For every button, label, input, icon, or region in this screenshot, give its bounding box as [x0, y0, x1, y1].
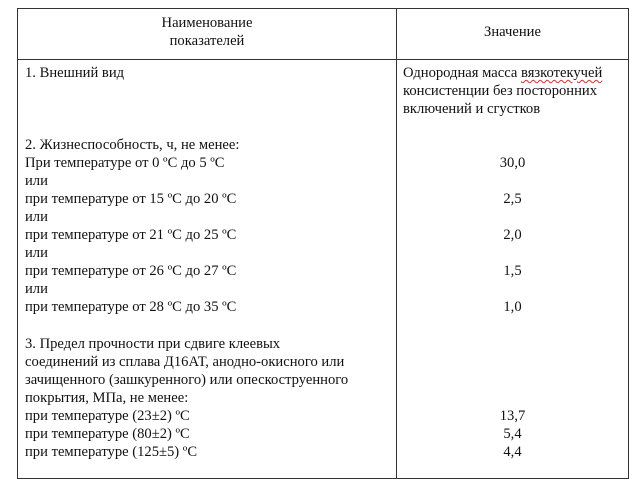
section2-row-label: При температуре от 0 ºС до 5 ºС: [25, 155, 225, 171]
section2-or: или: [25, 281, 48, 297]
section1-value-line1: [403, 64, 602, 82]
section2-row-label: при температуре от 21 ºС до 25 ºС: [25, 227, 237, 243]
section3-title-line2: соединений из сплава Д16АТ, анодно-окисного или: [25, 354, 345, 370]
section3-title-line4: покрытия, МПа, не менее:: [25, 390, 189, 406]
section1-value-line1-a: Однородная масса: [403, 65, 521, 81]
section2-or: или: [25, 173, 48, 189]
section3-row-label: при температуре (125±5) ºС: [25, 444, 198, 460]
section2-row-value: 2,5: [503, 191, 522, 207]
section3-row-value: 13,7: [499, 408, 526, 424]
section2-row-value: 1,0: [503, 299, 522, 315]
section2-row-value: 1,5: [503, 263, 522, 279]
section2-or: или: [25, 245, 48, 261]
section2-or: или: [25, 209, 48, 225]
properties-table: [17, 8, 629, 479]
header-name-line2: показателей: [169, 33, 245, 49]
section1-value-line3: включений и сгустков: [403, 101, 541, 117]
header-name-column: [18, 14, 396, 50]
section3-row-label: при температуре (80±2) ºС: [25, 426, 190, 442]
section3-title-line1: 3. Предел прочности при сдвиге клеевых: [25, 336, 281, 352]
section3-row-value: 4,4: [503, 444, 522, 460]
section2-row-label: при температуре от 28 ºС до 35 ºС: [25, 299, 237, 315]
section3-title-line3: зачищенного (зашкуренного) или опескоструенного: [25, 372, 349, 388]
header-value-column: Значение: [484, 24, 541, 40]
spellcheck-word: вязкотекучей: [521, 65, 603, 81]
section2-row-value: 30,0: [499, 155, 526, 171]
section1-value-line2: консистенции без посторонних: [403, 83, 598, 99]
header-divider: [18, 59, 628, 60]
section2-row-value: 2,0: [503, 227, 522, 243]
section2-row-label: при температуре от 26 ºС до 27 ºС: [25, 263, 237, 279]
section3-row-label: при температуре (23±2) ºС: [25, 408, 190, 424]
section2-title: 2. Жизнеспособность, ч, не менее:: [25, 137, 240, 153]
header-name-line1: Наименование: [161, 15, 253, 31]
section3-row-value: 5,4: [503, 426, 522, 442]
section2-row-label: при температуре от 15 ºС до 20 ºС: [25, 191, 237, 207]
section1-title: 1. Внешний вид: [25, 65, 125, 81]
